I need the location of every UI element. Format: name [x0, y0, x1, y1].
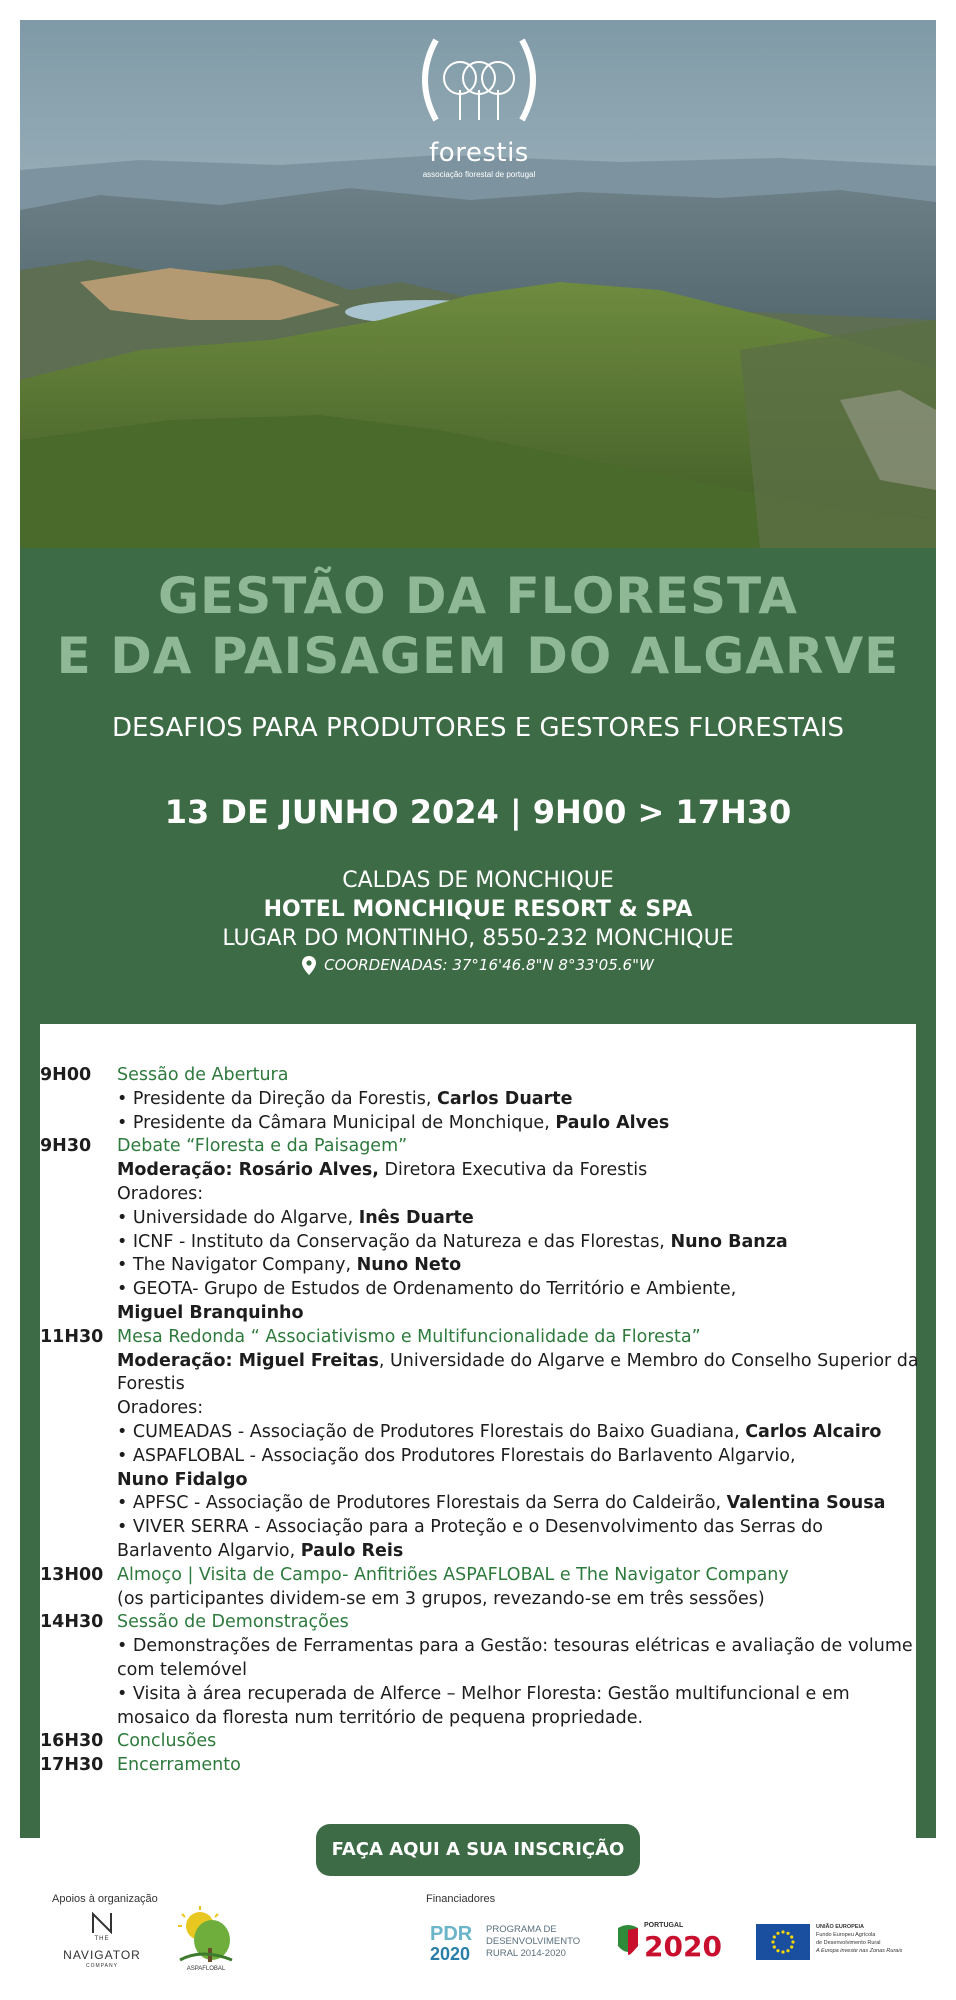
logo-tagline: associação florestal de portugal [422, 170, 536, 179]
session-time: 17H30 [40, 1755, 104, 1776]
map-pin-icon [302, 956, 316, 975]
session-time: 13H00 [40, 1564, 104, 1585]
moderation-label: Moderação: [117, 1160, 239, 1181]
session-title: Sessão de Abertura [117, 1065, 289, 1085]
session-title: Sessão de Demonstrações [117, 1612, 349, 1633]
forestis-logo [404, 20, 554, 190]
funders-label: Financiadores [426, 1893, 496, 1905]
eu-text [816, 1923, 902, 1955]
speaker-role: • ASPAFLOBAL - Associação dos Produtores Florestais do Barlavento Algarvio, [117, 1445, 796, 1466]
navigator-name: NAVIGATOR [63, 1948, 141, 1962]
session-title: Debate “Floresta e da Paisagem” [117, 1136, 408, 1157]
supporters-label: Apoios à organização [52, 1893, 158, 1905]
title-line-1: GESTÃO DA FLORESTA [158, 567, 798, 625]
session-line [117, 1278, 920, 1302]
eu-logo [756, 1922, 906, 1962]
speaker-role: • VIVER SERRA - Associação para a Proteção e o Desenvolvimento das Serras do Barlavento Algarvio, [117, 1517, 823, 1561]
program-session [40, 1564, 920, 1612]
moderation-label: Moderação: [117, 1350, 239, 1371]
speaker-role: • Presidente da Câmara Municipal de Monchique, [117, 1112, 556, 1133]
session-line: • Demonstrações de Ferramentas para a Gestão: tesouras elétricas e avaliação de volume com telemóvel [117, 1636, 913, 1680]
speaker-role: • ICNF - Instituto da Conservação da Natureza e das Florestas, [117, 1231, 671, 1252]
eu-line: A Europa investe nas Zonas Rurais [816, 1948, 903, 1954]
pdr2020-mark-icon [428, 1920, 482, 1964]
venue-area: CALDAS DE MONCHIQUE [342, 868, 614, 893]
session-line [117, 1421, 920, 1445]
speaker-name: Nuno Fidalgo [117, 1469, 248, 1490]
session-line [117, 1516, 920, 1564]
moderator-role: , Universidade do Algarve e Membro do Conselho Superior da Forestis [117, 1350, 919, 1395]
session-title: Conclusões [117, 1731, 217, 1752]
session-title: Encerramento [117, 1755, 241, 1776]
program-session [40, 1326, 920, 1564]
pdr-line: DESENVOLVIMENTO [486, 1936, 581, 1947]
session-note: (os participantes dividem-se em 3 grupos, revezando-se em três sessões) [117, 1588, 765, 1609]
portugal-shield-icon [614, 1920, 642, 1960]
moderator-role: Diretora Executiva da Forestis [378, 1160, 648, 1181]
venue [20, 866, 936, 953]
forestis-tree-icon [404, 20, 554, 140]
program-session [40, 1754, 920, 1778]
moderator-name: Miguel Freitas [238, 1350, 379, 1371]
navigator-logo [50, 1912, 154, 1972]
venue-hotel: HOTEL MONCHIQUE RESORT & SPA [263, 897, 693, 922]
pdr-line: RURAL 2014-2020 [486, 1948, 566, 1959]
speaker-name: Inês Duarte [358, 1207, 474, 1228]
speaker-name: Miguel Branquinho [117, 1302, 304, 1323]
moderation-line [117, 1159, 920, 1183]
speaker-role: • GEOTA- Grupo de Estudos de Ordenamento do Território e Ambiente, [117, 1279, 737, 1300]
session-line [117, 1445, 920, 1469]
event-datetime: 13 DE JUNHO 2024 | 9H00 > 17H30 [164, 793, 792, 831]
pdr-text [486, 1924, 580, 1960]
speaker-name: Carlos Alcairo [745, 1421, 882, 1442]
moderator-name: Rosário Alves, [238, 1160, 379, 1181]
session-title: Almoço | Visita de Campo- Anfitriões ASPAFLOBAL e The Navigator Company [117, 1564, 789, 1585]
venue-coordinates [20, 956, 936, 975]
eu-line: UNIÃO EUROPEIA [816, 1924, 864, 1930]
logo-name: forestis [429, 138, 529, 168]
speaker-name: Nuno Banza [670, 1231, 788, 1252]
aspaflobal-name: ASPAFLOBAL [186, 1966, 226, 1972]
register-button[interactable]: FAÇA AQUI A SUA INSCRIÇÃO [316, 1824, 640, 1876]
venue-address: LUGAR DO MONTINHO, 8550-232 MONCHIQUE [222, 926, 734, 951]
event-title [20, 566, 936, 686]
speaker-role: • Universidade do Algarve, [117, 1207, 359, 1228]
session-line [117, 1254, 920, 1278]
speaker-role: • Presidente da Direção da Forestis, [117, 1088, 437, 1109]
session-time: 9H30 [40, 1136, 92, 1157]
program [40, 1064, 920, 1778]
speaker-name: Paulo Alves [555, 1112, 670, 1133]
speaker-name: Paulo Reis [300, 1540, 404, 1561]
coordinates-text: COORDENADAS: 37°16'46.8"N 8°33'05.6"W [324, 956, 654, 974]
speaker-role: • The Navigator Company, [117, 1255, 357, 1276]
program-session [40, 1730, 920, 1754]
program-session [40, 1611, 920, 1730]
moderation-line [117, 1350, 920, 1398]
session-line: • Visita à área recuperada de Alferce – Melhor Floresta: Gestão multifuncional e em mosaico da floresta num território de pequena propriedade. [117, 1683, 850, 1728]
speakers-label: Oradores: [117, 1398, 204, 1419]
navigator-sub: COMPANY [86, 1963, 118, 1969]
speaker-name: Nuno Neto [356, 1255, 462, 1276]
session-title: Mesa Redonda “ Associativismo e Multifuncionalidade da Floresta” [117, 1326, 701, 1347]
navigator-n-icon [90, 1912, 114, 1934]
event-subtitle: DESAFIOS PARA PRODUTORES E GESTORES FLORESTAIS [112, 713, 844, 743]
svg-text:PDR: PDR [430, 1923, 473, 1945]
program-session [40, 1135, 920, 1325]
eu-line: Fundo Europeu Agrícola [816, 1932, 876, 1938]
svg-text:2020: 2020 [430, 1944, 471, 1964]
speaker-name: Valentina Sousa [726, 1493, 886, 1514]
program-session [40, 1064, 920, 1135]
speakers-label: Oradores: [117, 1183, 204, 1204]
pdr-line: PROGRAMA DE [486, 1924, 557, 1935]
aspaflobal-logo [172, 1904, 240, 1976]
aspaflobal-tree-icon [172, 1904, 240, 1964]
portugal-year: 2020 [644, 1930, 722, 1963]
speaker-role: • CUMEADAS - Associação de Produtores Florestais do Baixo Guadiana, [117, 1421, 746, 1442]
session-line [117, 1207, 920, 1231]
session-time: 14H30 [40, 1612, 104, 1633]
navigator-pre: THE [94, 1936, 110, 1942]
eu-flag-icon [756, 1924, 810, 1960]
speaker-role: • APFSC - Associação de Produtores Florestais da Serra do Caldeirão, [117, 1493, 727, 1514]
pdr2020-logo [428, 1920, 600, 1968]
event-header [20, 548, 936, 1000]
session-line [117, 1231, 920, 1255]
portugal-label: PORTUGAL [644, 1922, 684, 1929]
eu-line: de Desenvolvimento Rural [816, 1940, 881, 1946]
session-time: 11H30 [40, 1326, 104, 1347]
title-line-2: E DA PAISAGEM DO ALGARVE [56, 627, 900, 685]
portugal2020-logo [614, 1920, 738, 1964]
session-line [117, 1492, 920, 1516]
session-line [117, 1088, 920, 1112]
speaker-name: Carlos Duarte [436, 1088, 573, 1109]
session-time: 16H30 [40, 1731, 104, 1752]
eu-stars-icon [756, 1924, 810, 1960]
session-line [117, 1112, 920, 1136]
session-time: 9H00 [40, 1065, 92, 1085]
